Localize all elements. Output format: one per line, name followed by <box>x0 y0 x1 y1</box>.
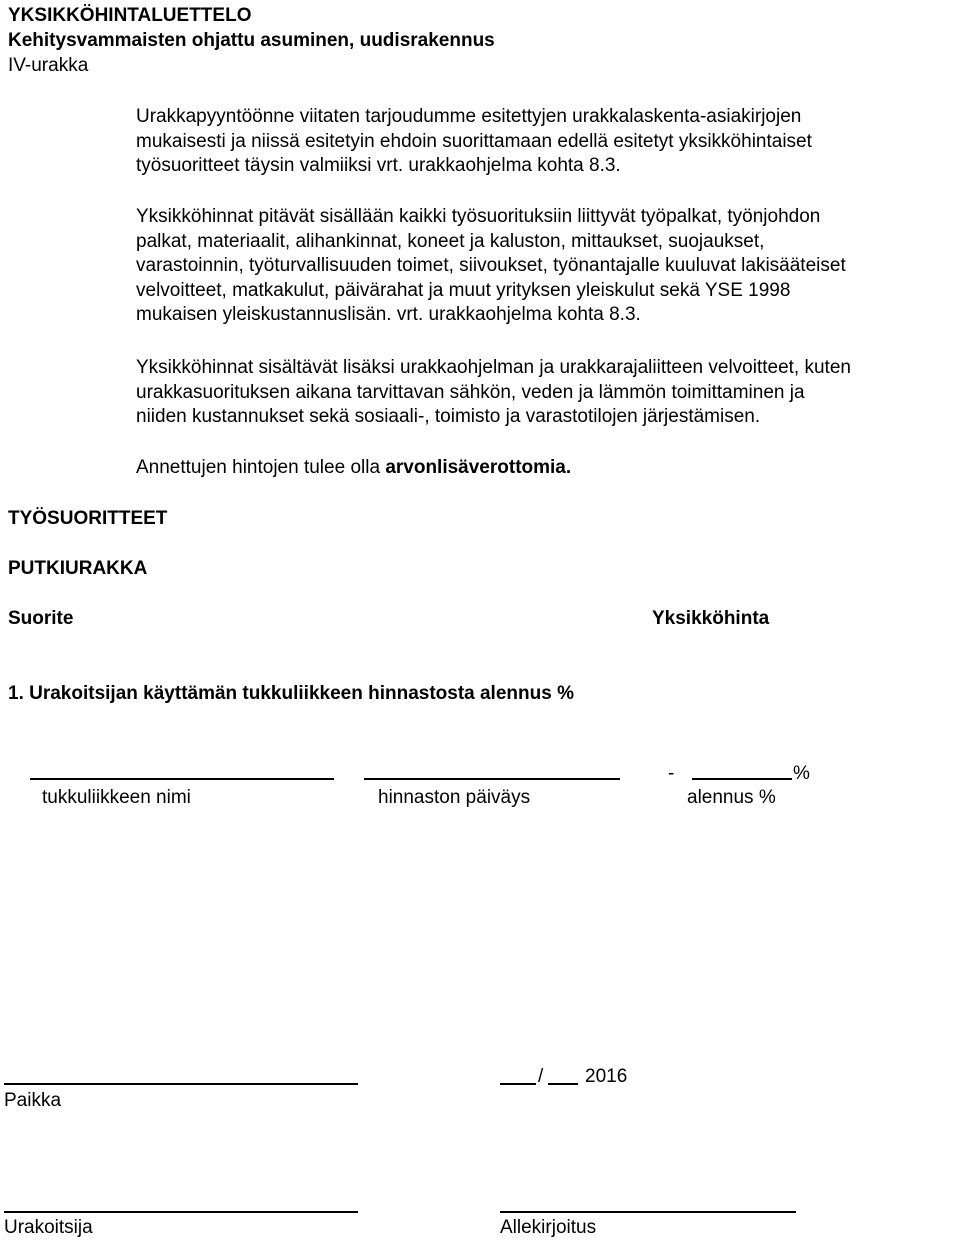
pricelist-date-line[interactable] <box>364 778 620 780</box>
discount-percent-line[interactable] <box>692 778 792 780</box>
column-header-suorite: Suorite <box>8 608 74 629</box>
date-day-line[interactable] <box>500 1083 536 1085</box>
pricelist-date-label: hinnaston päiväys <box>378 787 531 808</box>
intro-paragraph-3 <box>136 356 960 430</box>
intro-paragraph-1 <box>136 105 960 179</box>
intro-line: Urakkapyyntöönne viitaten tarjoudumme esitettyjen urakkalaskenta-asiakirjojen <box>136 106 802 127</box>
item-1-title: 1. Urakoitsijan käyttämän tukkuliikkeen hinnastosta alennus % <box>8 683 574 704</box>
vat-note-text: Annettujen hintojen tulee olla <box>136 457 386 478</box>
date-month-line[interactable] <box>548 1083 578 1085</box>
place-line[interactable] <box>4 1083 358 1085</box>
percent-sign: % <box>793 763 810 784</box>
signature-label: Allekirjoitus <box>500 1217 597 1238</box>
intro-line: Yksikköhinnat sisältävät lisäksi urakkaohjelman ja urakkarajaliitteen velvoitteet, kuten <box>136 357 851 378</box>
minus-sign: - <box>668 763 675 784</box>
signature-line[interactable] <box>500 1211 796 1213</box>
intro-line: työsuoritteet täysin valmiiksi vrt. urakkaohjelma kohta 8.3. <box>136 155 621 176</box>
date-slash: / <box>538 1066 544 1087</box>
section-heading-tyosuoritteet: TYÖSUORITTEET <box>8 508 168 529</box>
intro-line: Yksikköhinnat pitävät sisällään kaikki työsuorituksiin liittyvät työpalkat, työnjohdon <box>136 206 821 227</box>
document-title: YKSIKKÖHINTALUETTELO <box>8 5 252 26</box>
date-year: 2016 <box>585 1066 628 1087</box>
vat-note-emphasis: arvonlisäverottomia. <box>385 457 572 478</box>
intro-line: urakkasuorituksen aikana tarvittavan sähkön, veden ja lämmön toimittaminen ja <box>136 381 805 403</box>
wholesaler-name-label: tukkuliikkeen nimi <box>42 787 191 808</box>
wholesaler-name-line[interactable] <box>30 778 334 780</box>
contractor-line[interactable] <box>4 1211 358 1213</box>
contractor-label: Urakoitsija <box>4 1217 93 1238</box>
intro-line: varastoinnin, työturvallisuuden toimet, siivoukset, työnantajalle kuuluvat lakisääteiset <box>136 255 846 276</box>
column-header-yksikkohinta: Yksikköhinta <box>652 608 770 629</box>
vat-note <box>136 456 571 480</box>
intro-paragraph-2 <box>136 205 960 328</box>
contract-name: IV-urakka <box>8 55 89 76</box>
intro-line: velvoitteet, matkakulut, päivärahat ja muut yrityksen yleiskulut sekä YSE 1998 <box>136 279 791 301</box>
place-label: Paikka <box>4 1090 62 1111</box>
intro-line: niiden kustannukset sekä sosiaali-, toimisto ja varastotilojen järjestämisen. <box>136 406 761 427</box>
section-heading-putkiurakka: PUTKIURAKKA <box>8 558 148 579</box>
intro-line: mukaisen yleiskustannuslisän. vrt. urakkaohjelma kohta 8.3. <box>136 304 641 325</box>
intro-line: mukaisesti ja niissä esitetyin ehdoin suorittamaan edellä esitetyt yksikköhintaiset <box>136 130 812 152</box>
discount-label: alennus % <box>687 787 776 808</box>
project-name: Kehitysvammaisten ohjattu asuminen, uudisrakennus <box>8 30 495 51</box>
intro-line: palkat, materiaalit, alihankinnat, koneet ja kaluston, mittaukset, suojaukset, <box>136 230 765 252</box>
